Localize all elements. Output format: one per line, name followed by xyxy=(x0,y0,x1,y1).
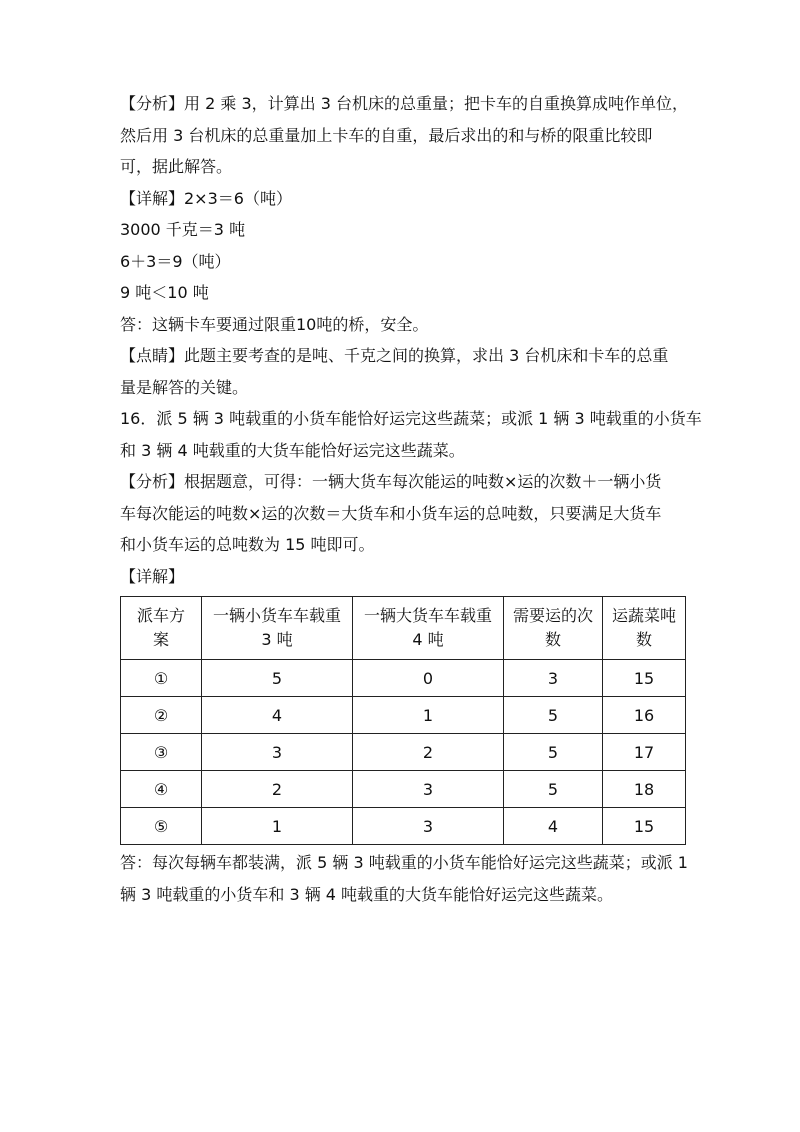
trips-cell: 4 xyxy=(504,808,603,845)
plan-cell: ① xyxy=(121,660,202,697)
small-truck-cell: 3 xyxy=(202,734,353,771)
small-truck-cell: 4 xyxy=(202,697,353,734)
large-truck-cell: 3 xyxy=(353,808,504,845)
plan-cell: ② xyxy=(121,697,202,734)
plan-cell: ③ xyxy=(121,734,202,771)
detail-line-4: 9 吨＜10 吨 xyxy=(120,283,209,302)
text-block-after xyxy=(120,847,700,910)
trips-cell: 5 xyxy=(504,771,603,808)
large-truck-cell: 3 xyxy=(353,771,504,808)
analysis-16-line-2: 车每次能运的吨数×运的次数＝大货车和小货车运的总吨数，只要满足大货车 xyxy=(120,503,662,523)
analysis-line-1: 【分析】用 2 乘 3，计算出 3 台机床的总重量；把卡车的自重换算成吨作单位， xyxy=(120,94,688,113)
table-row xyxy=(121,808,686,845)
detail-line-2: 3000 千克＝3 吨 xyxy=(120,220,246,239)
header-plan: 派车方 案 xyxy=(121,597,202,660)
final-answer-line-2: 辆 3 吨载重的小货车和 3 辆 4 吨载重的大货车能恰好运完这些蔬菜。 xyxy=(120,884,614,904)
total-tons-cell: 16 xyxy=(603,697,686,734)
detail-16-heading: 【详解】 xyxy=(120,566,185,586)
large-truck-cell: 0 xyxy=(353,660,504,697)
large-truck-cell: 2 xyxy=(353,734,504,771)
question-16-line-1: 16．派 5 辆 3 吨载重的小货车能恰好运完这些蔬菜；或派 1 辆 3 吨载重的小货车 xyxy=(120,409,702,428)
analysis-16-line-1: 【分析】根据题意，可得：一辆大货车每次能运的吨数×运的次数＋一辆小货 xyxy=(120,472,662,491)
small-truck-cell: 1 xyxy=(202,808,353,845)
question-16-line-2: 和 3 辆 4 吨载重的大货车能恰好运完这些蔬菜。 xyxy=(120,440,465,460)
total-tons-cell: 15 xyxy=(603,808,686,845)
large-truck-cell: 1 xyxy=(353,697,504,734)
header-total-tons: 运蔬菜吨 数 xyxy=(603,597,686,660)
comment-line-1: 【点睛】此题主要考查的是吨、千克之间的换算，求出 3 台机床和卡车的总重 xyxy=(120,346,669,365)
table-row xyxy=(121,771,686,808)
text-block-before xyxy=(120,88,700,592)
comment-line-2: 量是解答的关键。 xyxy=(120,377,249,397)
trips-cell: 3 xyxy=(504,660,603,697)
dispatch-plan-table xyxy=(120,596,686,845)
analysis-16-line-3: 和小货车运的总吨数为 15 吨即可。 xyxy=(120,535,375,554)
final-answer-line-1: 答：每次每辆车都装满，派 5 辆 3 吨载重的小货车能恰好运完这些蔬菜；或派 1 xyxy=(120,853,688,872)
header-large-truck-load: 一辆大货车车载重 4 吨 xyxy=(353,597,504,660)
total-tons-cell: 15 xyxy=(603,660,686,697)
table-header-row xyxy=(121,597,686,660)
document-page xyxy=(120,88,700,910)
plan-cell: ⑤ xyxy=(121,808,202,845)
small-truck-cell: 2 xyxy=(202,771,353,808)
table-row xyxy=(121,734,686,771)
answer-line: 答：这辆卡车要通过限重10吨的桥，安全。 xyxy=(120,314,429,334)
plan-cell: ④ xyxy=(121,771,202,808)
trips-cell: 5 xyxy=(504,697,603,734)
analysis-line-2: 然后用 3 台机床的总重量加上卡车的自重，最后求出的和与桥的限重比较即 xyxy=(120,125,653,145)
detail-line-1: 【详解】2×3＝6（吨） xyxy=(120,188,292,208)
total-tons-cell: 17 xyxy=(603,734,686,771)
analysis-line-3: 可，据此解答。 xyxy=(120,157,233,176)
table-row xyxy=(121,660,686,697)
small-truck-cell: 5 xyxy=(202,660,353,697)
trips-cell: 5 xyxy=(504,734,603,771)
total-tons-cell: 18 xyxy=(603,771,686,808)
header-small-truck-load: 一辆小货车车载重 3 吨 xyxy=(202,597,353,660)
table-row xyxy=(121,697,686,734)
detail-line-3: 6＋3＝9（吨） xyxy=(120,251,231,271)
header-trips: 需要运的次 数 xyxy=(504,597,603,660)
